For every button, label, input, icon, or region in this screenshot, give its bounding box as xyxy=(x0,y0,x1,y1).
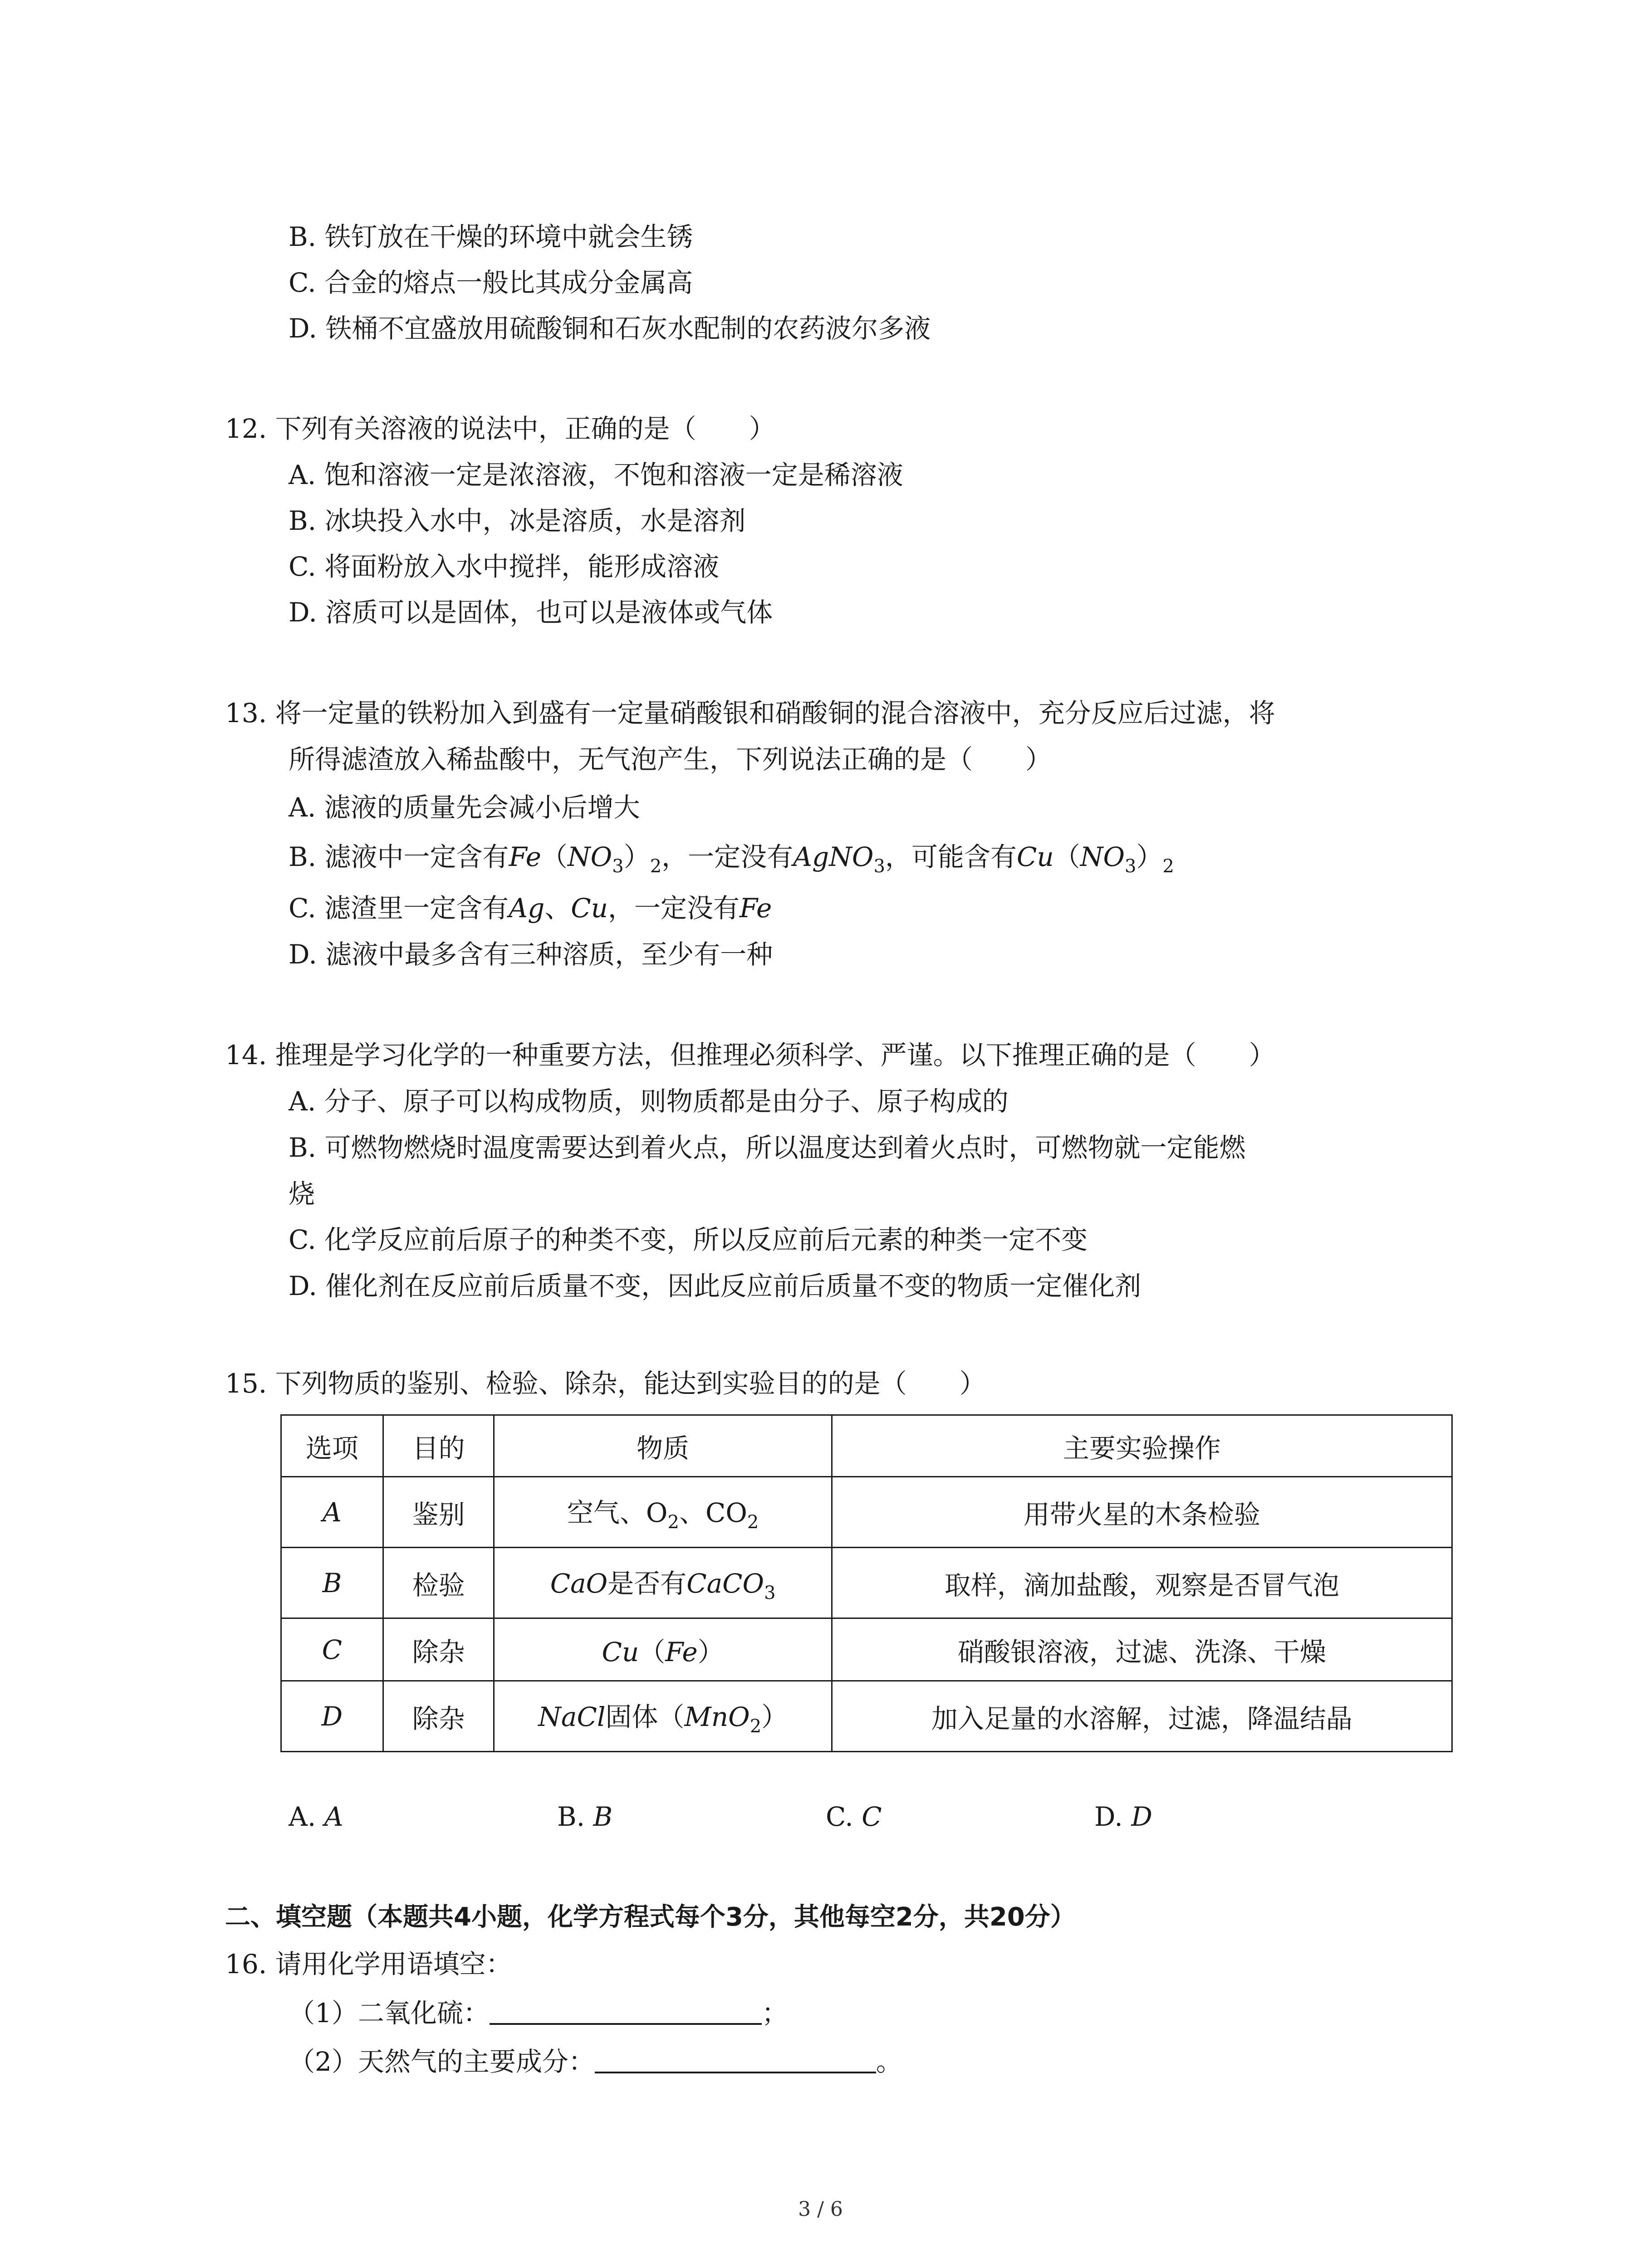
row-option: A xyxy=(281,1477,383,1548)
q13-option-a: A. 滤液的质量先会减小后增大 xyxy=(289,792,640,823)
formula-nacl: NaCl xyxy=(538,1701,606,1732)
answer-blank[interactable] xyxy=(595,2044,876,2073)
subscript: 2 xyxy=(747,1512,759,1533)
q15-table xyxy=(280,1414,1453,1752)
row-purpose: 除杂 xyxy=(383,1618,494,1681)
subscript: 3 xyxy=(873,856,885,877)
paren: ） xyxy=(761,1701,788,1732)
q15-answer-c xyxy=(826,1799,882,1835)
q12-option-d: D. 溶质可以是固体，也可以是液体或气体 xyxy=(289,597,773,628)
q14-option-b-line1: B. 可燃物燃烧时温度需要达到着火点，所以温度达到着火点时，可燃物就一定能燃 xyxy=(289,1132,1246,1163)
q12-option-a: A. 饱和溶液一定是浓溶液，不饱和溶液一定是稀溶液 xyxy=(289,459,903,490)
formula-cu: Cu xyxy=(571,893,608,924)
row-option: C xyxy=(281,1618,383,1681)
q13-stem-line2: 所得滤渣放入稀盐酸中，无气泡产生，下列说法正确的是（ ） xyxy=(289,744,1052,775)
answer-value: C xyxy=(862,1801,882,1832)
formula-caco: CaCO xyxy=(686,1568,764,1599)
q13-option-d: D. 滤液中最多含有三种溶质，至少有一种 xyxy=(289,939,773,970)
answer-blank[interactable] xyxy=(490,1996,762,2025)
formula-cao: CaO xyxy=(550,1568,608,1599)
row-purpose: 检验 xyxy=(383,1548,494,1618)
formula-cu: Cu xyxy=(1016,841,1054,872)
subscript: 3 xyxy=(612,856,624,877)
paren: （ xyxy=(1053,841,1080,872)
answer-label: C. xyxy=(826,1801,862,1832)
table-header-row xyxy=(281,1415,1452,1477)
q13-stem-line1: 13. 将一定量的铁粉加入到盛有一定量硝酸银和硝酸铜的混合溶液中，充分反应后过滤，将 xyxy=(225,698,1275,728)
subscript: 2 xyxy=(650,856,662,877)
answer-label: A. xyxy=(289,1801,324,1832)
paren: ） xyxy=(697,1636,724,1667)
subscript: 3 xyxy=(764,1583,776,1603)
table-row xyxy=(281,1681,1452,1752)
paren: ） xyxy=(623,841,650,872)
section-heading: 二、填空题（本题共4小题，化学方程式每个3分，其他每空2分，共20分） xyxy=(225,1902,1076,1932)
row-operation: 用带火星的木条检验 xyxy=(832,1477,1452,1548)
paren: ） xyxy=(1136,841,1163,872)
formula-no: NO xyxy=(567,841,612,872)
subscript: 3 xyxy=(1125,856,1136,877)
formula-ag: Ag xyxy=(509,893,545,924)
q13-b-text: ，可能含有 xyxy=(885,841,1017,872)
q16-part1 xyxy=(289,1995,788,2031)
q15-answer-a xyxy=(289,1799,343,1835)
q14-option-d: D. 催化剂在反应前后质量不变，因此反应前后质量不变的物质一定催化剂 xyxy=(289,1271,1141,1301)
q13-c-text: C. 滤渣里一定含有 xyxy=(289,893,509,924)
subscript: 2 xyxy=(749,1716,762,1737)
q13-c-text: ，一定没有 xyxy=(607,893,740,924)
q13-b-text: B. 滤液中一定含有 xyxy=(289,841,509,872)
row-substance xyxy=(494,1681,832,1752)
answer-value: A xyxy=(324,1801,343,1832)
row-option: B xyxy=(281,1548,383,1618)
row-substance xyxy=(494,1477,832,1548)
row-operation: 取样，滴加盐酸，观察是否冒气泡 xyxy=(832,1548,1452,1618)
subscript: 2 xyxy=(1162,856,1174,877)
q14-stem: 14. 推理是学习化学的一种重要方法，但推理必须科学、严谨。以下推理正确的是（ ） xyxy=(225,1040,1275,1070)
header-option: 选项 xyxy=(281,1415,383,1477)
q12-option-b: B. 冰块投入水中，冰是溶质，水是溶剂 xyxy=(289,505,746,536)
q15-stem: 15. 下列物质的鉴别、检验、除杂，能达到实验目的的是（ ） xyxy=(225,1368,986,1399)
row-purpose: 除杂 xyxy=(383,1681,494,1752)
q16-stem: 16. 请用化学用语填空： xyxy=(225,1949,512,1980)
formula-fe: Fe xyxy=(739,893,772,924)
q11-option-b: B. 铁钉放在干燥的环境中就会生锈 xyxy=(289,221,693,252)
q11-option-c: C. 合金的熔点一般比其成分金属高 xyxy=(289,267,693,298)
q14-option-a: A. 分子、原子可以构成物质，则物质都是由分子、原子构成的 xyxy=(289,1086,1009,1117)
row-substance xyxy=(494,1548,832,1618)
header-operation: 主要实验操作 xyxy=(832,1415,1452,1477)
substance-text: 、CO xyxy=(679,1497,747,1528)
substance-text: 是否有 xyxy=(607,1568,687,1599)
answer-value: D xyxy=(1131,1801,1152,1832)
formula-fe: Fe xyxy=(665,1636,698,1667)
q15-answer-b xyxy=(557,1799,612,1835)
substance-text: 固体（ xyxy=(605,1701,685,1732)
paren: （ xyxy=(639,1636,666,1667)
q16-part1-label: （1）二氧化硫： xyxy=(289,1998,490,2028)
header-purpose: 目的 xyxy=(383,1415,494,1477)
formula-mno: MnO xyxy=(684,1701,750,1732)
separator: 、 xyxy=(544,893,571,924)
q12-option-c: C. 将面粉放入水中搅拌，能形成溶液 xyxy=(289,551,720,582)
table-row xyxy=(281,1477,1452,1548)
row-purpose: 鉴别 xyxy=(383,1477,494,1548)
paren: （ xyxy=(541,841,568,872)
q11-option-d: D. 铁桶不宜盛放用硫酸铜和石灰水配制的农药波尔多液 xyxy=(289,313,931,344)
q12-stem: 12. 下列有关溶液的说法中，正确的是（ ） xyxy=(225,413,775,444)
substance-text: 空气、O xyxy=(567,1497,668,1528)
q15-answer-d xyxy=(1094,1799,1152,1835)
answer-label: B. xyxy=(557,1801,593,1832)
answer-value: B xyxy=(593,1801,613,1832)
q16-part2-label: （2）天然气的主要成分： xyxy=(289,2046,595,2077)
q13-option-c xyxy=(289,890,772,926)
q14-option-c: C. 化学反应前后原子的种类不变，所以反应前后元素的种类一定不变 xyxy=(289,1224,1088,1255)
punctuation: 。 xyxy=(876,2046,902,2077)
header-substance: 物质 xyxy=(494,1415,832,1477)
row-option: D xyxy=(281,1681,383,1752)
q13-option-b xyxy=(289,839,1174,885)
page-number: 3 / 6 xyxy=(798,2198,843,2221)
q16-part2 xyxy=(289,2043,902,2080)
punctuation: ； xyxy=(761,1998,788,2028)
answer-label: D. xyxy=(1094,1801,1132,1832)
row-operation: 硝酸银溶液，过滤、洗涤、干燥 xyxy=(832,1618,1452,1681)
formula-no: NO xyxy=(1080,841,1125,872)
row-substance xyxy=(494,1618,832,1681)
table-row xyxy=(281,1618,1452,1681)
q14-option-b-line2: 烧 xyxy=(289,1178,315,1209)
row-operation: 加入足量的水溶解，过滤，降温结晶 xyxy=(832,1681,1452,1752)
subscript: 2 xyxy=(667,1512,679,1533)
q13-b-text: ，一定没有 xyxy=(661,841,794,872)
formula-cu: Cu xyxy=(602,1636,639,1667)
formula-fe: Fe xyxy=(509,841,541,872)
table-row xyxy=(281,1548,1452,1618)
formula-agno: AgNO xyxy=(793,841,874,872)
